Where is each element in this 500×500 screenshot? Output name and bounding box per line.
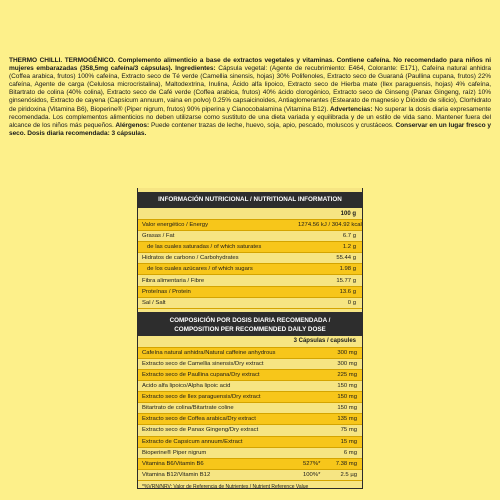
row-label: Ácido alfa lipoico/Alpha lipoic acid bbox=[142, 383, 231, 390]
product-title: THERMO CHILLI. TERMOGÉNICO. bbox=[9, 57, 116, 64]
row-value: 6 mg bbox=[343, 449, 357, 456]
row-value: 2.5 µg bbox=[340, 471, 357, 478]
warnings-label: Advertencias: bbox=[328, 105, 373, 113]
nutrition-table bbox=[138, 220, 362, 309]
product-summary: Complemento alimenticio a base de extractos vegetales y vitaminas. Contiene cafeína. bbox=[115, 57, 391, 64]
warnings-text: No superar la dosis diaria expresamente recomendada. Los complementos alimenticios no deben utilizarse como sustituto de una dieta variada y equilibrada y de un estilo de vida sano. Mantener fuera del alcance de los niños más pequeños. bbox=[9, 105, 491, 129]
nutrition-header: INFORMACIÓN NUTRICIONAL / NUTRITIONAL INFORMATION bbox=[138, 192, 362, 208]
table-row bbox=[138, 287, 362, 298]
table-row bbox=[138, 264, 362, 275]
row-label: Grasas / Fat bbox=[142, 233, 175, 240]
ingredients-text: Cápsula vegetal: (Agente de recubrimiento: E464, Colorante: E171), Cafeína natural anhidra (Coffea arabica, frutos) 100% cafeína, Extracto seco de Té verde (Camellia sinensis, hojas) 30% Polifenoles, Extracto seco de Guaraná (Paullina cupana, frutos) 22% cafeína, Agente de carga (Celulosa microcristalina), Maltodextrina, Inulina, Ácido alfa lipoico, Extracto seco de Hierba mate (Ilex paraguensis, hojas) 4% cafeína, Bitartrato de colina (40% colina), Extracto seco de Café verde (Coffea arabica, frutos) 40% ácido clorogénico, Extracto seco de Ginseng (Panax Gingeng, raíz) 10% ginsenósidos, Extracto de cayena (Capsicum annuum, vaina en polvo) 0.25% capsaicinoides, Antiaglomerantes (Estearato de magnesio y Dióxido de silicio), Clorhidrato de piridoxina (Vitamina B6), Bioperine® (Piper nigrum, frutos) 90% piperina y Cianocobalamina (Vitamina B12). bbox=[9, 65, 491, 113]
table-row bbox=[138, 470, 362, 481]
dose-table bbox=[138, 348, 362, 481]
row-value: 55.44 g bbox=[336, 255, 356, 262]
row-value: 150 mg bbox=[337, 383, 357, 390]
row-nrv-percent: 100%* bbox=[303, 471, 321, 478]
nutrition-column-header: 100 g bbox=[138, 208, 362, 220]
row-value: 15.77 g bbox=[336, 277, 356, 284]
allergens-label: Alérgenos: bbox=[113, 121, 150, 129]
row-label: Vitamina B6/Vitamin B6 bbox=[142, 460, 204, 467]
row-label: Sal / Salt bbox=[142, 299, 166, 306]
row-value: 300 mg bbox=[337, 360, 357, 367]
table-row bbox=[138, 242, 362, 253]
row-label: Extracto seco de Coffea arabica/Dry extract bbox=[142, 416, 256, 423]
table-row bbox=[138, 437, 362, 448]
row-label: Fibra alimentaria / Fibre bbox=[142, 277, 205, 284]
table-row bbox=[138, 359, 362, 370]
table-row bbox=[138, 348, 362, 359]
dose-header-en: COMPOSITION PER RECOMMENDED DAILY DOSE bbox=[174, 325, 326, 333]
row-label: Hidratos de carbono / Carbohydrates bbox=[142, 255, 239, 262]
row-nrv-percent: 527%* bbox=[303, 460, 321, 467]
row-label: Valor energético / Energy bbox=[142, 222, 209, 229]
table-row bbox=[138, 448, 362, 459]
dose-header-es: COMPOSICIÓN POR DOSIS DIARIA RECOMENDADA / bbox=[169, 316, 331, 324]
row-label: Bitartrato de colina/Bitartrate coline bbox=[142, 405, 234, 412]
row-value: 15 mg bbox=[340, 438, 357, 445]
row-value: 150 mg bbox=[337, 405, 357, 412]
row-value: 75 mg bbox=[340, 427, 357, 434]
row-value: 300 mg bbox=[337, 349, 357, 356]
table-row bbox=[138, 414, 362, 425]
dose-header bbox=[138, 312, 362, 336]
row-label: de los cuales azúcares / of which sugars bbox=[147, 266, 253, 273]
table-row bbox=[138, 220, 362, 231]
allergens-text: Puede contener trazas de leche, huevo, soja, apio, pescado, moluscos y crustáceos. bbox=[149, 121, 394, 129]
nutrition-panel bbox=[137, 188, 363, 489]
row-value: 225 mg bbox=[337, 371, 357, 378]
table-row bbox=[138, 425, 362, 436]
row-value: 6.7 g bbox=[342, 233, 356, 240]
storage-note: Conservar en un lugar fresco y seco. Dosis diaria recomendada: 3 cápsulas. bbox=[9, 121, 491, 137]
row-value: 150 mg bbox=[337, 394, 357, 401]
footnote: *%VRN/NRV: Valor de Referencia de Nutrientes / Nutrient Reference Value bbox=[142, 483, 309, 490]
row-value: 1.2 g bbox=[342, 244, 356, 251]
row-value: 1274.56 kJ / 304.92 kcal bbox=[298, 222, 362, 229]
table-row bbox=[138, 392, 362, 403]
row-label: Extracto de Capsicum annuum/Extract bbox=[142, 438, 243, 445]
table-row bbox=[138, 370, 362, 381]
row-label: Bioperine® Piper nigrum bbox=[142, 449, 207, 456]
product-description bbox=[9, 57, 491, 138]
table-row bbox=[138, 231, 362, 242]
table-row bbox=[138, 275, 362, 286]
row-value: 135 mg bbox=[337, 416, 357, 423]
row-label: Vitamina B12/Vitamin B12 bbox=[142, 471, 211, 478]
row-label: Proteínas / Protein bbox=[142, 288, 191, 295]
row-value: 1.98 g bbox=[339, 266, 356, 273]
row-value: 7.38 mg bbox=[335, 460, 357, 467]
row-label: Extracto seco de Camellia sinensis/Dry extract bbox=[142, 360, 264, 367]
row-value: 13.6 g bbox=[339, 288, 356, 295]
table-row bbox=[138, 459, 362, 470]
row-label: de las cuales saturadas / of which saturates bbox=[147, 244, 262, 251]
dose-column-header: 3 Cápsulas / capsules bbox=[138, 336, 362, 348]
row-label: Extracto seco de Panax Gingeng/Dry extract bbox=[142, 427, 259, 434]
row-label: Extracto seco de Paullina cupana/Dry extract bbox=[142, 371, 260, 378]
not-recommended-note: No recomendado para niños ni mujeres embarazadas (358,5mg cafeína/3 cápsulas). bbox=[9, 57, 492, 73]
row-label: Extracto seco de Ilex paraguensis/Dry extract bbox=[142, 394, 261, 401]
table-row bbox=[138, 253, 362, 264]
table-row bbox=[138, 403, 362, 414]
table-row bbox=[138, 381, 362, 392]
table-row bbox=[138, 298, 362, 309]
ingredients-label: Ingredientes: bbox=[172, 65, 216, 73]
row-value: 0 g bbox=[347, 299, 356, 306]
row-label: Cafeína natural anhidra/Natural caffeine anhydrous bbox=[142, 349, 276, 356]
